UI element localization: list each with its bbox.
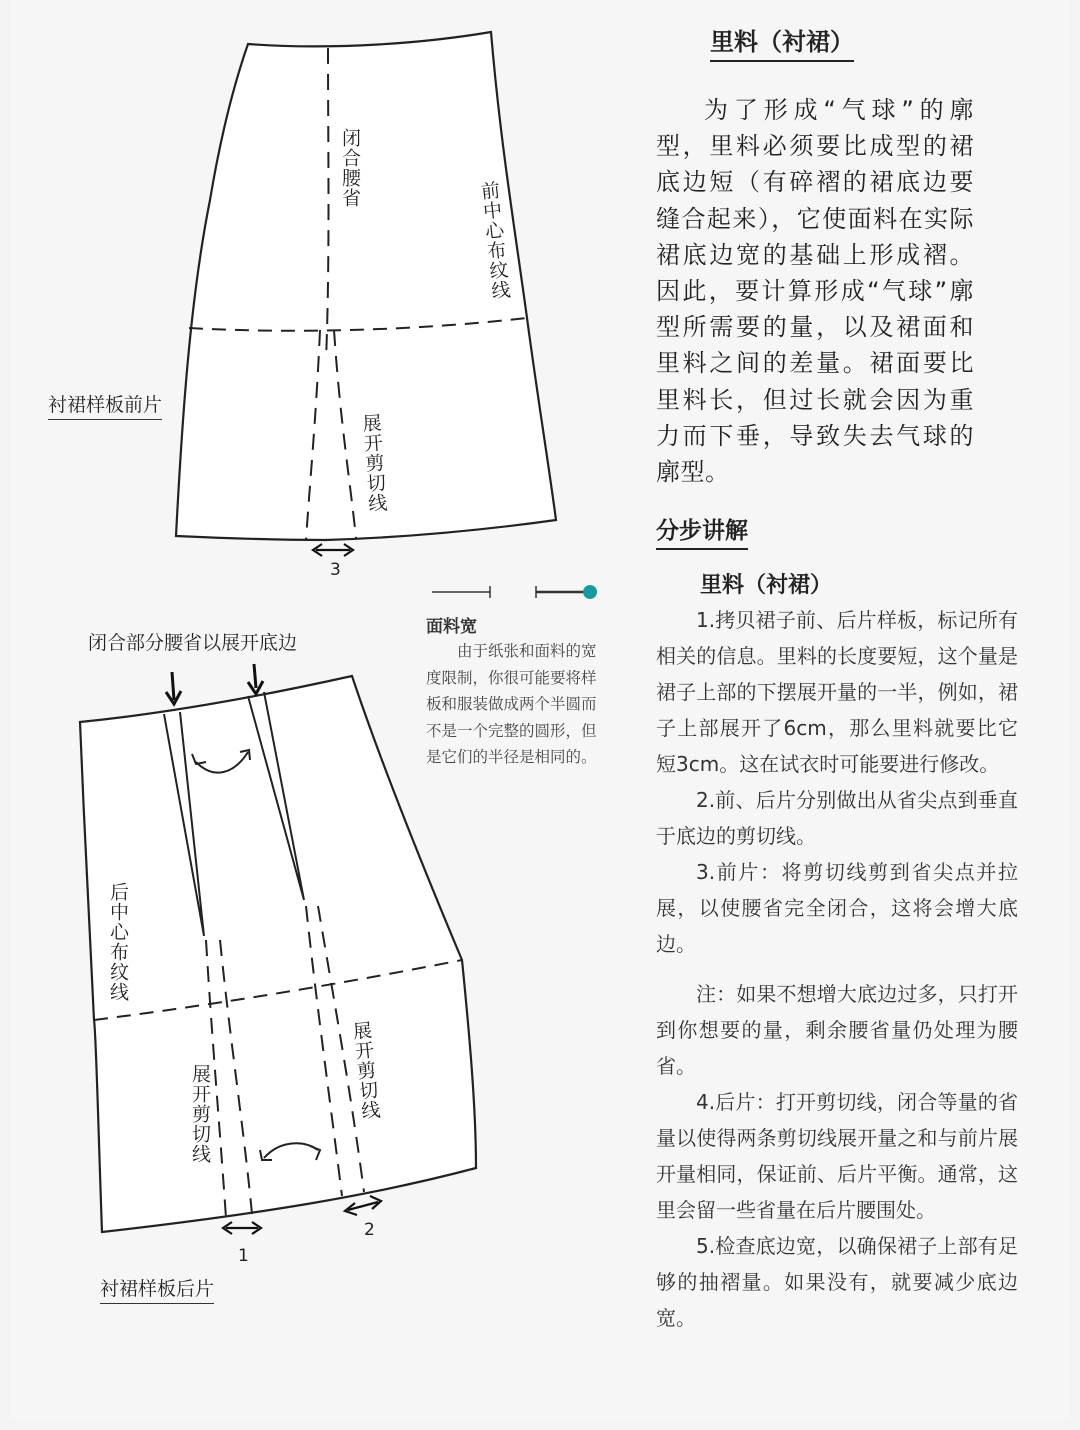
back-slash-label-left: 展开剪切线	[189, 1064, 211, 1164]
steps-subheading: 里料（衬裙）	[700, 573, 833, 598]
front-spread-number: 3	[330, 560, 341, 580]
back-piece-label: 衬裙样板后片	[100, 1274, 214, 1304]
fabric-width-title: 面料宽	[426, 617, 477, 637]
closed-dart-label: 闭合腰省	[339, 128, 361, 208]
page-title: 里料（衬裙）	[710, 22, 854, 62]
fabric-width-dot	[583, 585, 597, 599]
step-1: 1.拷贝裙子前、后片样板，标记所有相关的信息。里料的长度要短，这个量是裙子上部的下摆展开量的一半，例如，裙子上部展开了6cm，那么里料就要比它短3cm。这在试衣时可能要进行修改。	[656, 608, 1018, 776]
step-3: 3.前片：将剪切线剪到省尖点并拉展，以使腰省完全闭合，这将会增大底边。	[656, 860, 1018, 956]
fabric-width-note	[426, 638, 604, 771]
back-slash-label-right: 展开剪切线	[349, 1019, 382, 1122]
step-4: 4.后片：打开剪切线，闭合等量的省量以使得两条剪切线展开量之和与前片展开量相同，保证前、后片平衡。通常，这里会留一些省量在后片腰围处。	[656, 1090, 1018, 1222]
step-5: 5.检查底边宽，以确保裙子上部有足够的抽褶量。如果没有，就要减少底边宽。	[656, 1234, 1018, 1330]
steps-list	[656, 602, 1018, 1336]
steps-heading: 分步讲解	[656, 512, 748, 550]
back-spread-number-1: 1	[238, 1246, 249, 1266]
center-front-label: 前中心布纹线	[477, 179, 512, 302]
intro-text: 为了形成“气球”的廓型，里料必须要比成型的裙底边短（有碎褶的裙底边要缝合起来），它使面料在实际裙底边宽的基础上形成褶。因此，要计算形成“气球”廓型所需要的量，以及裙面和里料之间的差量。裙面要比里料长，但过长就会因为重力而下垂，导致失去气球的廓型。	[656, 96, 974, 487]
front-slash-label: 展开剪切线	[359, 412, 388, 514]
front-piece-label: 衬裙样板前片	[48, 390, 162, 420]
step-note: 注：如果不想增大底边过多，只打开到你想要的量，剩余腰省量仍处理为腰省。	[656, 982, 1018, 1078]
intro-paragraph	[656, 92, 974, 490]
back-piece-outline	[80, 676, 476, 1232]
back-spread-number-2: 2	[364, 1220, 375, 1240]
step-2: 2.前、后片分别做出从省尖点到垂直于底边的剪切线。	[656, 788, 1018, 848]
close-dart-instruction: 闭合部分腰省以展开底边	[88, 632, 298, 654]
center-back-label: 后中心布纹线	[107, 882, 129, 1002]
fabric-width-text: 由于纸张和面料的宽度限制，你很可能要将样板和服装做成两个半圆而不是一个完整的圆形，但是它们的半径是相同的。	[426, 642, 597, 766]
